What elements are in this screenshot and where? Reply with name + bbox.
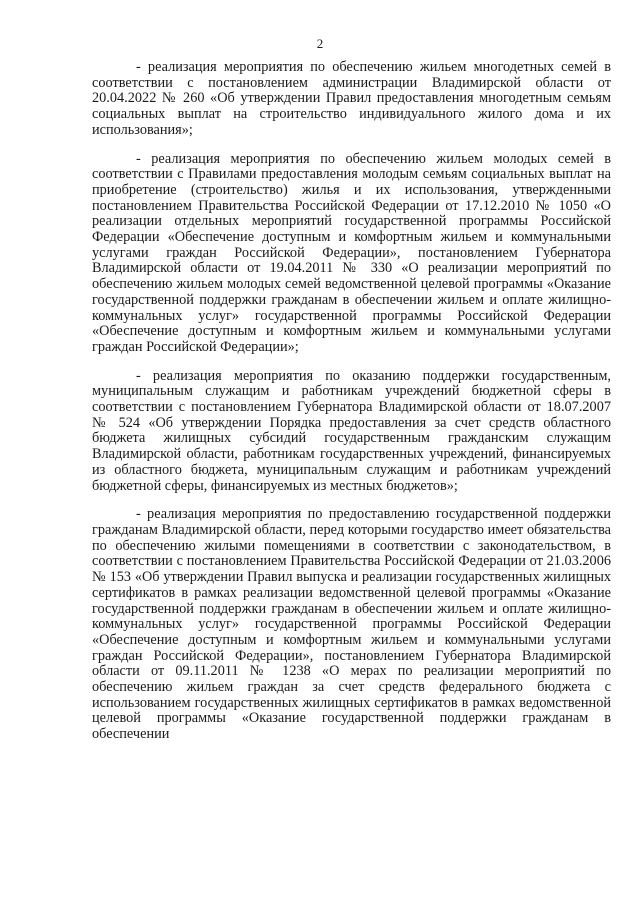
page-number: 2 xyxy=(316,36,324,51)
paragraph-public-servants: - реализация мероприятия по оказанию поддержки государственным, муниципальным служащим и работникам учреждений бюджетной сферы в соответствии с постановлением Губернатора Владимирской области от 18.07.2007 № 524 «Об утверждении Порядка предоставления за счет средств областного бюджета жилищных субсидий государственным гражданским служащим Владимирской области, работникам государственных учреждений, финансируемых из областного бюджета, муниципальным служащим и работникам учреждений бюджетной сферы, финансируемых из местных бюджетов»; xyxy=(92,367,611,494)
paragraph-housing-certificates: - реализация мероприятия по предоставлению государственной поддержки гражданам Владимирской области, перед которыми государство имеет обязательства по обеспечению жилыми помещениями в соответствии с законодательством, в соответствии с постановлением Правительства Российской Федерации от 21.03.2006 № 153 «Об утверждении Правил выпуска и реализации государственных жилищных сертификатов в рамках реализации ведомственной целевой программы «Оказание государственной поддержки гражданам в обеспечении жильем и оплате жилищно-коммунальных услуг» государственной программы Российской Федерации «Обеспечение доступным и комфортным жильем и коммунальными услугами граждан Российской Федерации», постановлением Губернатора Владимирской области от 09.11.2011 № 1238 «О мерах по реализации мероприятий по обеспечению жильем граждан за счет средств федерального бюджета с использованием государственных жилищных сертификатов в рамках ведомственной целевой программы «Оказание государственной поддержки гражданам в обеспечении xyxy=(92,506,611,743)
paragraph-young-families: - реализация мероприятия по обеспечению жильем молодых семей в соответствии с Правилами предоставления молодым семьям социальных выплат на приобретение (строительство) жилья и их использования, утвержденными постановлением Правительства Российской Федерации от 17.12.2010 № 1050 «О реализации отдельных мероприятий государственной программы Российской Федерации «Обеспечение доступным и комфортным жильем и коммунальными услугами граждан Российской Федерации», постановлением Губернатора Владимирской области от 19.04.2011 № 330 «О реализации мероприятий по обеспечению жильем молодых семей ведомственной целевой программы «Оказание государственной поддержки гражданам в обеспечении жильем и оплате жилищно-коммунальных услуг» государственной программы Российской Федерации «Обеспечение доступным и комфортным жильем и коммунальными услугами граждан Российской Федерации»; xyxy=(92,150,611,355)
document-body xyxy=(92,60,611,743)
paragraph-large-families: - реализация мероприятия по обеспечению жильем многодетных семей в соответствии с постановлением администрации Владимирской области от 20.04.2022 № 260 «Об утверждении Правил предоставления многодетным семьям социальных выплат на строительство индивидуального жилого дома и их использования»; xyxy=(92,59,611,138)
